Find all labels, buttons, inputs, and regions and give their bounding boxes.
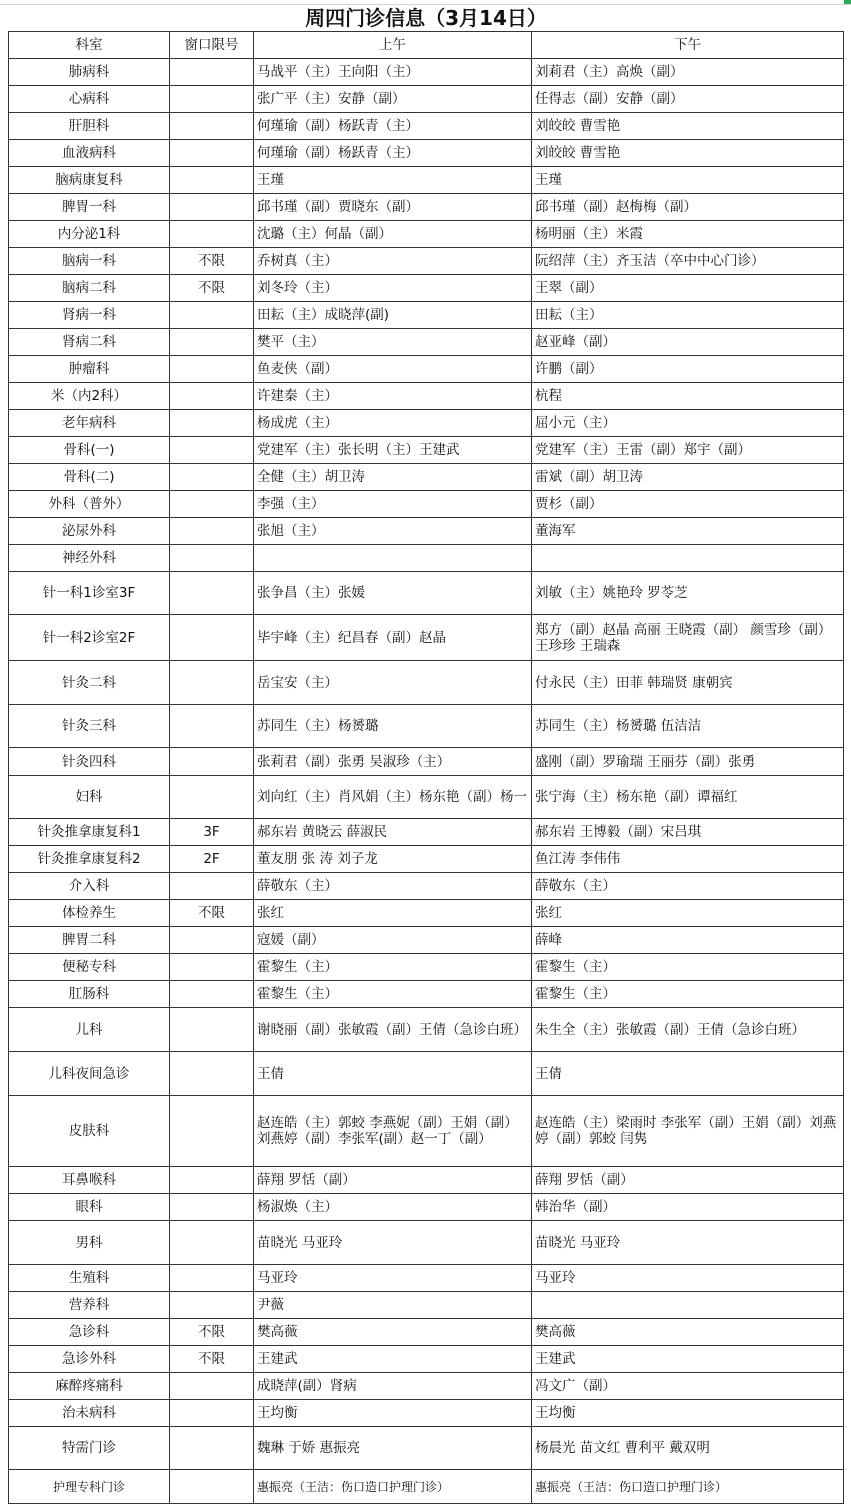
limit-cell[interactable] xyxy=(170,545,254,572)
table-row xyxy=(9,1319,844,1346)
dept-cell[interactable]: 针灸推拿康复科2 xyxy=(9,846,170,873)
dept-cell[interactable]: 脑病二科 xyxy=(9,275,170,302)
table-row xyxy=(9,819,844,846)
limit-cell[interactable] xyxy=(170,1373,254,1400)
dept-cell[interactable]: 营养科 xyxy=(9,1292,170,1319)
am-cell[interactable]: 魏琳 于娇 惠振亮 xyxy=(254,1427,532,1470)
dept-cell[interactable]: 针一科2诊室2F xyxy=(9,615,170,661)
am-cell[interactable]: 成晓萍(副）肾病 xyxy=(254,1373,532,1400)
limit-cell[interactable] xyxy=(170,1194,254,1221)
dept-cell[interactable]: 肝胆科 xyxy=(9,113,170,140)
pm-cell[interactable]: 党建军（主）王雷（副）郑宇（副） xyxy=(532,437,844,464)
dept-cell[interactable]: 肾病二科 xyxy=(9,329,170,356)
dept-cell[interactable]: 妇科 xyxy=(9,776,170,819)
dept-cell[interactable]: 护理专科门诊 xyxy=(9,1470,170,1504)
am-cell[interactable]: 薛敬东（主） xyxy=(254,873,532,900)
limit-cell[interactable] xyxy=(170,615,254,661)
pm-cell[interactable]: 郑方（副）赵晶 高丽 王晓霞（副） 颜雪珍（副）王珍珍 王瑞森 xyxy=(532,615,844,661)
pm-cell[interactable] xyxy=(532,1292,844,1319)
am-cell[interactable]: 岳宝安（主） xyxy=(254,661,532,705)
limit-cell[interactable] xyxy=(170,491,254,518)
pm-cell[interactable]: 赵亚峰（副） xyxy=(532,329,844,356)
am-cell[interactable]: 郝东岩 黄晓云 薛淑民 xyxy=(254,819,532,846)
table-row xyxy=(9,113,844,140)
dept-cell[interactable]: 治未病科 xyxy=(9,1400,170,1427)
table-row xyxy=(9,1194,844,1221)
pm-cell[interactable]: 董海军 xyxy=(532,518,844,545)
table-row xyxy=(9,1052,844,1096)
table-row xyxy=(9,518,844,545)
pm-cell[interactable]: 赵连皓（主）梁雨时 李张军（副）王娟（副）刘燕婷（副）郭蛟 闫隽 xyxy=(532,1096,844,1167)
table-row xyxy=(9,705,844,748)
am-cell[interactable]: 张莉君（副）张勇 吴淑珍（主） xyxy=(254,748,532,776)
pm-cell[interactable]: 王建武 xyxy=(532,1346,844,1373)
limit-cell[interactable] xyxy=(170,140,254,167)
dept-cell[interactable]: 米（内2科） xyxy=(9,383,170,410)
am-cell[interactable]: 赵连皓（主）郭蛟 李燕妮（副）王娟（副）刘燕婷（副）李张军(副）赵一丁（副） xyxy=(254,1096,532,1167)
table-row xyxy=(9,1265,844,1292)
table-row xyxy=(9,140,844,167)
pm-cell[interactable]: 邱书瑾（副）赵梅梅（副） xyxy=(532,194,844,221)
dept-cell[interactable]: 针灸推拿康复科1 xyxy=(9,819,170,846)
pm-cell[interactable]: 王瑾 xyxy=(532,167,844,194)
table-row xyxy=(9,927,844,954)
limit-cell[interactable] xyxy=(170,518,254,545)
pm-cell[interactable]: 刘莉君（主）高焕（副） xyxy=(532,59,844,86)
limit-cell[interactable]: 不限 xyxy=(170,1319,254,1346)
limit-cell[interactable] xyxy=(170,1292,254,1319)
dept-cell[interactable]: 便秘专科 xyxy=(9,954,170,981)
dept-cell[interactable]: 针灸二科 xyxy=(9,661,170,705)
limit-cell[interactable] xyxy=(170,356,254,383)
limit-cell[interactable] xyxy=(170,1265,254,1292)
table-row xyxy=(9,437,844,464)
dept-cell[interactable]: 针灸三科 xyxy=(9,705,170,748)
dept-cell[interactable]: 特需门诊 xyxy=(9,1427,170,1470)
dept-cell[interactable]: 内分泌1科 xyxy=(9,221,170,248)
table-row xyxy=(9,1008,844,1052)
limit-cell[interactable] xyxy=(170,194,254,221)
am-cell[interactable]: 张旭（主） xyxy=(254,518,532,545)
table-row xyxy=(9,873,844,900)
table-row xyxy=(9,981,844,1008)
table-row xyxy=(9,1427,844,1470)
dept-cell[interactable]: 儿科夜间急诊 xyxy=(9,1052,170,1096)
am-cell[interactable]: 董友朋 张 涛 刘子龙 xyxy=(254,846,532,873)
pm-cell[interactable]: 王翠（副） xyxy=(532,275,844,302)
pm-cell[interactable]: 薛敬东（主） xyxy=(532,873,844,900)
am-cell[interactable] xyxy=(254,545,532,572)
table-row xyxy=(9,383,844,410)
am-cell[interactable]: 马战平（主）王向阳（主） xyxy=(254,59,532,86)
limit-cell[interactable] xyxy=(170,776,254,819)
pm-cell[interactable]: 王均衡 xyxy=(532,1400,844,1427)
limit-cell[interactable]: 不限 xyxy=(170,248,254,275)
table-row xyxy=(9,194,844,221)
pm-cell[interactable]: 任得志（副）安静（副） xyxy=(532,86,844,113)
pm-cell[interactable]: 张红 xyxy=(532,900,844,927)
limit-cell[interactable]: 不限 xyxy=(170,1346,254,1373)
am-cell[interactable]: 王建武 xyxy=(254,1346,532,1373)
dept-cell[interactable]: 体检养生 xyxy=(9,900,170,927)
limit-cell[interactable] xyxy=(170,748,254,776)
table-row xyxy=(9,1373,844,1400)
pm-cell[interactable]: 樊高薇 xyxy=(532,1319,844,1346)
dept-cell[interactable]: 骨科(二) xyxy=(9,464,170,491)
pm-cell[interactable]: 付永民（主）田菲 韩瑞贤 康朝宾 xyxy=(532,661,844,705)
am-cell[interactable]: 田耘（主）成晓萍(副) xyxy=(254,302,532,329)
limit-cell[interactable] xyxy=(170,59,254,86)
am-cell[interactable]: 张广平（主）安静（副） xyxy=(254,86,532,113)
limit-cell[interactable] xyxy=(170,302,254,329)
am-cell[interactable]: 尹薇 xyxy=(254,1292,532,1319)
am-cell[interactable]: 霍黎生（主） xyxy=(254,981,532,1008)
dept-cell[interactable]: 神经外科 xyxy=(9,545,170,572)
limit-cell[interactable]: 不限 xyxy=(170,275,254,302)
limit-cell[interactable] xyxy=(170,1400,254,1427)
am-cell[interactable]: 鱼麦侠（副） xyxy=(254,356,532,383)
limit-cell[interactable] xyxy=(170,113,254,140)
dept-cell[interactable]: 骨科(一) xyxy=(9,437,170,464)
table-row xyxy=(9,356,844,383)
dept-cell[interactable]: 脑病一科 xyxy=(9,248,170,275)
table-row xyxy=(9,1221,844,1265)
table-row xyxy=(9,86,844,113)
table-row xyxy=(9,1470,844,1504)
pm-cell[interactable]: 杭程 xyxy=(532,383,844,410)
limit-cell[interactable] xyxy=(170,1052,254,1096)
dept-cell[interactable]: 老年病科 xyxy=(9,410,170,437)
table-row xyxy=(9,59,844,86)
table-row xyxy=(9,615,844,661)
page-title: 周四门诊信息（3月14日） xyxy=(305,5,547,30)
pm-cell[interactable]: 马亚玲 xyxy=(532,1265,844,1292)
dept-cell[interactable]: 皮肤科 xyxy=(9,1096,170,1167)
table-row xyxy=(9,954,844,981)
pm-cell[interactable] xyxy=(532,545,844,572)
limit-cell[interactable] xyxy=(170,981,254,1008)
dept-cell[interactable]: 急诊外科 xyxy=(9,1346,170,1373)
pm-cell[interactable]: 张宁海（主）杨东艳（副）谭福红 xyxy=(532,776,844,819)
am-cell[interactable]: 樊高薇 xyxy=(254,1319,532,1346)
limit-cell[interactable] xyxy=(170,1167,254,1194)
pm-cell[interactable]: 朱生全（主）张敏霞（副）王倩（急诊白班） xyxy=(532,1008,844,1052)
pm-cell[interactable]: 冯文广（副） xyxy=(532,1373,844,1400)
pm-cell[interactable]: 屈小元（主） xyxy=(532,410,844,437)
dept-cell[interactable]: 儿科 xyxy=(9,1008,170,1052)
table-row xyxy=(9,572,844,615)
limit-cell[interactable] xyxy=(170,1008,254,1052)
limit-cell[interactable] xyxy=(170,1096,254,1167)
dept-cell[interactable]: 男科 xyxy=(9,1221,170,1265)
am-cell[interactable]: 刘向红（主）肖风娟（主）杨东艳（副）杨一 xyxy=(254,776,532,819)
dept-cell[interactable]: 肾病一科 xyxy=(9,302,170,329)
am-cell[interactable]: 苗晓光 马亚玲 xyxy=(254,1221,532,1265)
limit-cell[interactable] xyxy=(170,873,254,900)
limit-cell[interactable] xyxy=(170,572,254,615)
column-header-pm[interactable]: 下午 xyxy=(532,32,844,59)
pm-cell[interactable]: 盛刚（副）罗瑜瑞 王丽芬（副）张勇 xyxy=(532,748,844,776)
am-cell[interactable]: 刘冬玲（主） xyxy=(254,275,532,302)
am-cell[interactable]: 王均衡 xyxy=(254,1400,532,1427)
pm-cell[interactable]: 薛翔 罗恬（副） xyxy=(532,1167,844,1194)
table-row xyxy=(9,545,844,572)
limit-cell[interactable]: 2F xyxy=(170,846,254,873)
pm-cell[interactable]: 苗晓光 马亚玲 xyxy=(532,1221,844,1265)
column-header-am[interactable]: 上午 xyxy=(254,32,532,59)
am-cell[interactable]: 党建军（主）张长明（主）王建武 xyxy=(254,437,532,464)
am-cell[interactable]: 马亚玲 xyxy=(254,1265,532,1292)
limit-cell[interactable] xyxy=(170,464,254,491)
limit-cell[interactable] xyxy=(170,927,254,954)
table-row xyxy=(9,410,844,437)
pm-cell[interactable]: 刘敏（主）姚艳玲 罗苓芝 xyxy=(532,572,844,615)
am-cell[interactable]: 杨淑焕（主） xyxy=(254,1194,532,1221)
column-header-limit[interactable]: 窗口限号 xyxy=(170,32,254,59)
pm-cell[interactable]: 王倩 xyxy=(532,1052,844,1096)
limit-cell[interactable]: 不限 xyxy=(170,900,254,927)
am-cell[interactable]: 苏同生（主）杨赟璐 xyxy=(254,705,532,748)
table-row xyxy=(9,1096,844,1167)
limit-cell[interactable] xyxy=(170,954,254,981)
pm-cell[interactable]: 阮绍萍（主）齐玉洁（卒中中心门诊） xyxy=(532,248,844,275)
pm-cell[interactable]: 薛峰 xyxy=(532,927,844,954)
limit-cell[interactable] xyxy=(170,329,254,356)
pm-cell[interactable]: 贾杉（副） xyxy=(532,491,844,518)
table-row xyxy=(9,661,844,705)
table-row xyxy=(9,221,844,248)
table-row xyxy=(9,329,844,356)
dept-cell[interactable]: 血液病科 xyxy=(9,140,170,167)
limit-cell[interactable] xyxy=(170,1221,254,1265)
am-cell[interactable]: 何瑾瑜（副）杨跃青（主） xyxy=(254,113,532,140)
am-cell[interactable]: 全健（主）胡卫涛 xyxy=(254,464,532,491)
pm-cell[interactable]: 田耘（主） xyxy=(532,302,844,329)
table-row xyxy=(9,900,844,927)
pm-cell[interactable]: 韩治华（副） xyxy=(532,1194,844,1221)
am-cell[interactable]: 杨成虎（主） xyxy=(254,410,532,437)
pm-cell[interactable]: 雷斌（副）胡卫涛 xyxy=(532,464,844,491)
dept-cell[interactable]: 急诊科 xyxy=(9,1319,170,1346)
am-cell[interactable]: 张争昌（主）张媛 xyxy=(254,572,532,615)
am-cell[interactable]: 薛翔 罗恬（副） xyxy=(254,1167,532,1194)
am-cell[interactable]: 谢晓丽（副）张敏霞（副）王倩（急诊白班） xyxy=(254,1008,532,1052)
limit-cell[interactable] xyxy=(170,221,254,248)
table-row xyxy=(9,302,844,329)
dept-cell[interactable]: 外科（普外） xyxy=(9,491,170,518)
am-cell[interactable]: 樊平（主） xyxy=(254,329,532,356)
limit-cell[interactable]: 3F xyxy=(170,819,254,846)
pm-cell[interactable]: 刘皎皎 曹雪艳 xyxy=(532,113,844,140)
table-row xyxy=(9,275,844,302)
pm-cell[interactable]: 刘皎皎 曹雪艳 xyxy=(532,140,844,167)
header-row xyxy=(9,32,844,59)
table-row xyxy=(9,776,844,819)
dept-cell[interactable]: 脾胃一科 xyxy=(9,194,170,221)
selection-corner-marker xyxy=(844,0,851,4)
dept-cell[interactable]: 泌尿外科 xyxy=(9,518,170,545)
limit-cell[interactable] xyxy=(170,167,254,194)
table-row xyxy=(9,248,844,275)
column-header-dept[interactable]: 科室 xyxy=(9,32,170,59)
dept-cell[interactable]: 脑病康复科 xyxy=(9,167,170,194)
dept-cell[interactable]: 心病科 xyxy=(9,86,170,113)
dept-cell[interactable]: 麻醉疼痛科 xyxy=(9,1373,170,1400)
schedule-table xyxy=(8,4,844,1504)
pm-cell[interactable]: 惠振亮（王洁：伤口造口护理门诊） xyxy=(532,1470,844,1504)
limit-cell[interactable] xyxy=(170,410,254,437)
dept-cell[interactable]: 肿瘤科 xyxy=(9,356,170,383)
am-cell[interactable]: 邱书瑾（副）贾晓东（副） xyxy=(254,194,532,221)
pm-cell[interactable]: 郝东岩 王博毅（副）宋吕琪 xyxy=(532,819,844,846)
limit-cell[interactable] xyxy=(170,383,254,410)
dept-cell[interactable]: 眼科 xyxy=(9,1194,170,1221)
table-row xyxy=(9,491,844,518)
limit-cell[interactable] xyxy=(170,1427,254,1470)
table-row xyxy=(9,1167,844,1194)
am-cell[interactable]: 李强（主） xyxy=(254,491,532,518)
title-row xyxy=(9,4,844,32)
pm-cell[interactable]: 杨晨光 苗文红 曹利平 戴双明 xyxy=(532,1427,844,1470)
table-row xyxy=(9,1400,844,1427)
dept-cell[interactable]: 针灸四科 xyxy=(9,748,170,776)
limit-cell[interactable] xyxy=(170,1470,254,1504)
am-cell[interactable]: 沈璐（主）何晶（副） xyxy=(254,221,532,248)
table-row xyxy=(9,748,844,776)
pm-cell[interactable]: 鱼江涛 李伟伟 xyxy=(532,846,844,873)
dept-cell[interactable]: 针一科1诊室3F xyxy=(9,572,170,615)
limit-cell[interactable] xyxy=(170,705,254,748)
dept-cell[interactable]: 肛肠科 xyxy=(9,981,170,1008)
dept-cell[interactable]: 肺病科 xyxy=(9,59,170,86)
am-cell[interactable]: 毕宇峰（主）纪昌春（副）赵晶 xyxy=(254,615,532,661)
pm-cell[interactable]: 霍黎生（主） xyxy=(532,981,844,1008)
table-row xyxy=(9,464,844,491)
pm-cell[interactable]: 苏同生（主）杨赟璐 伍洁洁 xyxy=(532,705,844,748)
limit-cell[interactable] xyxy=(170,86,254,113)
am-cell[interactable]: 王倩 xyxy=(254,1052,532,1096)
am-cell[interactable]: 寇媛（副） xyxy=(254,927,532,954)
table-row xyxy=(9,846,844,873)
dept-cell[interactable]: 介入科 xyxy=(9,873,170,900)
am-cell[interactable]: 惠振亮（王洁：伤口造口护理门诊） xyxy=(254,1470,532,1504)
dept-cell[interactable]: 耳鼻喉科 xyxy=(9,1167,170,1194)
dept-cell[interactable]: 生殖科 xyxy=(9,1265,170,1292)
am-cell[interactable]: 霍黎生（主） xyxy=(254,954,532,981)
pm-cell[interactable]: 霍黎生（主） xyxy=(532,954,844,981)
am-cell[interactable]: 许建秦（主） xyxy=(254,383,532,410)
pm-cell[interactable]: 杨明丽（主）米霞 xyxy=(532,221,844,248)
table-row xyxy=(9,1292,844,1319)
table-row xyxy=(9,1346,844,1373)
pm-cell[interactable]: 许鹏（副） xyxy=(532,356,844,383)
am-cell[interactable]: 张红 xyxy=(254,900,532,927)
dept-cell[interactable]: 脾胃二科 xyxy=(9,927,170,954)
limit-cell[interactable] xyxy=(170,661,254,705)
am-cell[interactable]: 乔树真（主） xyxy=(254,248,532,275)
am-cell[interactable]: 何瑾瑜（副）杨跃青（主） xyxy=(254,140,532,167)
table-row xyxy=(9,167,844,194)
limit-cell[interactable] xyxy=(170,437,254,464)
am-cell[interactable]: 王瑾 xyxy=(254,167,532,194)
